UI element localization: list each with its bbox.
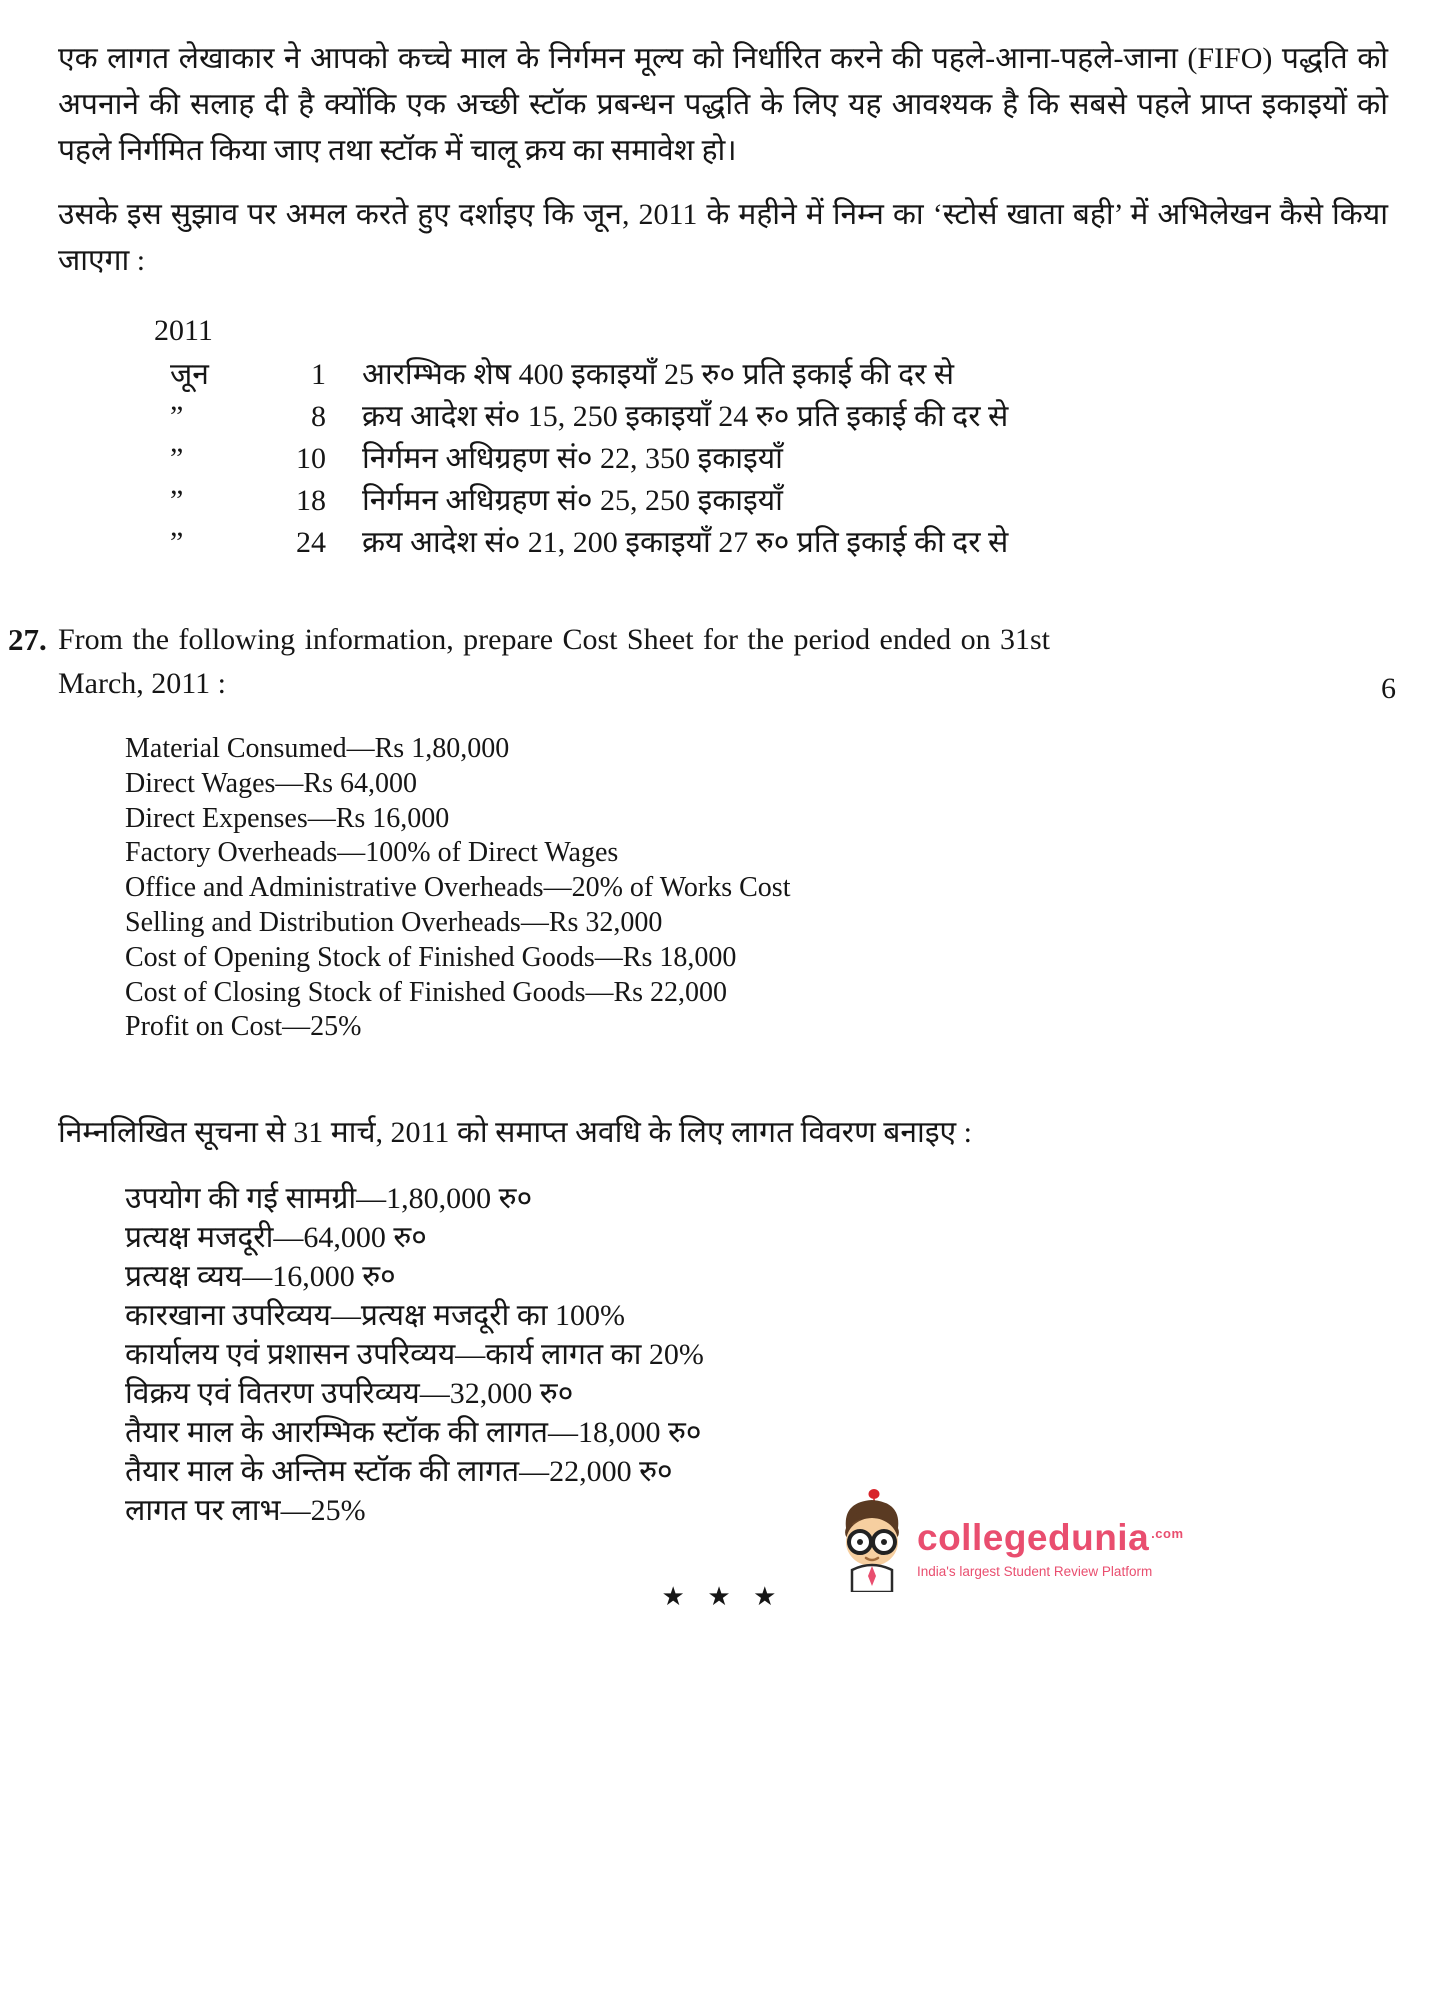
list-item: Direct Wages—Rs 64,000 xyxy=(125,767,417,799)
list-item: Profit on Cost—25% xyxy=(125,1011,362,1043)
cost-sheet-items-hindi xyxy=(125,1179,1388,1530)
list-item: Direct Expenses—Rs 16,000 xyxy=(125,802,450,834)
collegedunia-mascot-icon xyxy=(835,1488,909,1592)
end-of-paper-marker: ★ ★ ★ xyxy=(661,1582,785,1612)
list-item: प्रत्यक्ष व्यय—16,000 रु० xyxy=(125,1260,396,1294)
list-item: Selling and Distribution Overheads—Rs 32,000 xyxy=(125,906,663,938)
ledger-description: आरम्भिक शेष 400 इकाइयाँ 25 रु० प्रति इकाई की दर से xyxy=(362,358,955,391)
list-item: Material Consumed—Rs 1,80,000 xyxy=(125,733,510,764)
ledger-month: ” xyxy=(170,484,184,517)
list-item: Cost of Opening Stock of Finished Goods—Rs 18,000 xyxy=(125,941,737,973)
question-27 xyxy=(8,618,1396,706)
ledger-day: 1 xyxy=(311,358,326,391)
list-item: लागत पर लाभ—25% xyxy=(125,1494,366,1528)
stores-ledger-table xyxy=(154,310,1388,564)
list-item: Office and Administrative Overheads—20% of Works Cost xyxy=(125,872,791,904)
brand-tagline: India's largest Student Review Platform xyxy=(917,1564,1153,1579)
question-marks: 6 xyxy=(1381,672,1396,705)
ledger-description: क्रय आदेश सं० 21, 200 इकाइयाँ 27 रु० प्रति इकाई की दर से xyxy=(362,526,1009,559)
ledger-row xyxy=(170,354,1388,396)
list-item: उपयोग की गई सामग्री—1,80,000 रु० xyxy=(125,1182,533,1216)
ledger-month: ” xyxy=(170,442,184,475)
cost-sheet-items-english xyxy=(125,732,1388,1045)
ledger-description: निर्गमन अधिग्रहण सं० 25, 250 इकाइयाँ xyxy=(362,484,783,517)
ledger-month: ” xyxy=(170,400,184,433)
brand-domain-suffix: .com xyxy=(1151,1526,1184,1541)
ledger-description: निर्गमन अधिग्रहण सं० 22, 350 इकाइयाँ xyxy=(362,442,783,475)
list-item: तैयार माल के अन्तिम स्टॉक की लागत—22,000 रु० xyxy=(125,1455,673,1489)
list-item: कारखाना उपरिव्यय—प्रत्यक्ष मजदूरी का 100% xyxy=(125,1299,626,1333)
intro-paragraph: एक लागत लेखाकार ने आपको कच्चे माल के निर्गमन मूल्य को निर्धारित करने की पहले-आना-पहले-जाना (FIFO) पद्धति को अपनाने की सलाह दी है क्योंकि एक अच्छी स्टॉक प्रबन्धन पद्धति के लिए यह आवश्यक है कि सबसे पहले प्राप्त इकाइयों को पहले निर्गमित किया जाए तथा स्टॉक में चालू क्रय का समावेश हो। xyxy=(58,42,1388,167)
question-number: 27. xyxy=(8,622,47,657)
ledger-day: 24 xyxy=(296,526,326,559)
list-item: विक्रय एवं वितरण उपरिव्यय—32,000 रु० xyxy=(125,1377,574,1411)
ledger-row xyxy=(170,480,1388,522)
list-item: तैयार माल के आरम्भिक स्टॉक की लागत—18,000 रु० xyxy=(125,1416,702,1450)
ledger-month: जून xyxy=(170,358,209,391)
ledger-month: ” xyxy=(170,526,184,559)
ledger-year: 2011 xyxy=(154,314,213,347)
list-item: प्रत्यक्ष मजदूरी—64,000 रु० xyxy=(125,1221,427,1255)
instruction-paragraph: उसके इस सुझाव पर अमल करते हुए दर्शाइए कि जून, 2011 के महीने में निम्न का ‘स्टोर्स खाता बही’ में अभिलेखन कैसे किया जाएगा : xyxy=(58,198,1388,277)
ledger-row xyxy=(170,438,1388,480)
ledger-row xyxy=(170,522,1388,564)
ledger-day: 18 xyxy=(296,484,326,517)
ledger-day: 10 xyxy=(296,442,326,475)
list-item: Factory Overheads—100% of Direct Wages xyxy=(125,837,619,869)
brand-name: collegedunia xyxy=(917,1517,1150,1558)
collegedunia-watermark xyxy=(835,1488,1184,1592)
question-text: From the following information, prepare Cost Sheet for the period ended on 31st March, 2011 : xyxy=(58,623,1050,700)
ledger-description: क्रय आदेश सं० 15, 250 इकाइयाँ 24 रु० प्रति इकाई की दर से xyxy=(362,400,1009,433)
list-item: Cost of Closing Stock of Finished Goods—Rs 22,000 xyxy=(125,976,728,1008)
question-27-hindi-text: निम्नलिखित सूचना से 31 मार्च, 2011 को समाप्त अवधि के लिए लागत विवरण बनाइए : xyxy=(58,1116,972,1150)
ledger-row xyxy=(170,396,1388,438)
list-item: कार्यालय एवं प्रशासन उपरिव्यय—कार्य लागत का 20% xyxy=(125,1338,704,1372)
ledger-day: 8 xyxy=(311,400,326,433)
brand-text-block xyxy=(917,1488,1184,1579)
